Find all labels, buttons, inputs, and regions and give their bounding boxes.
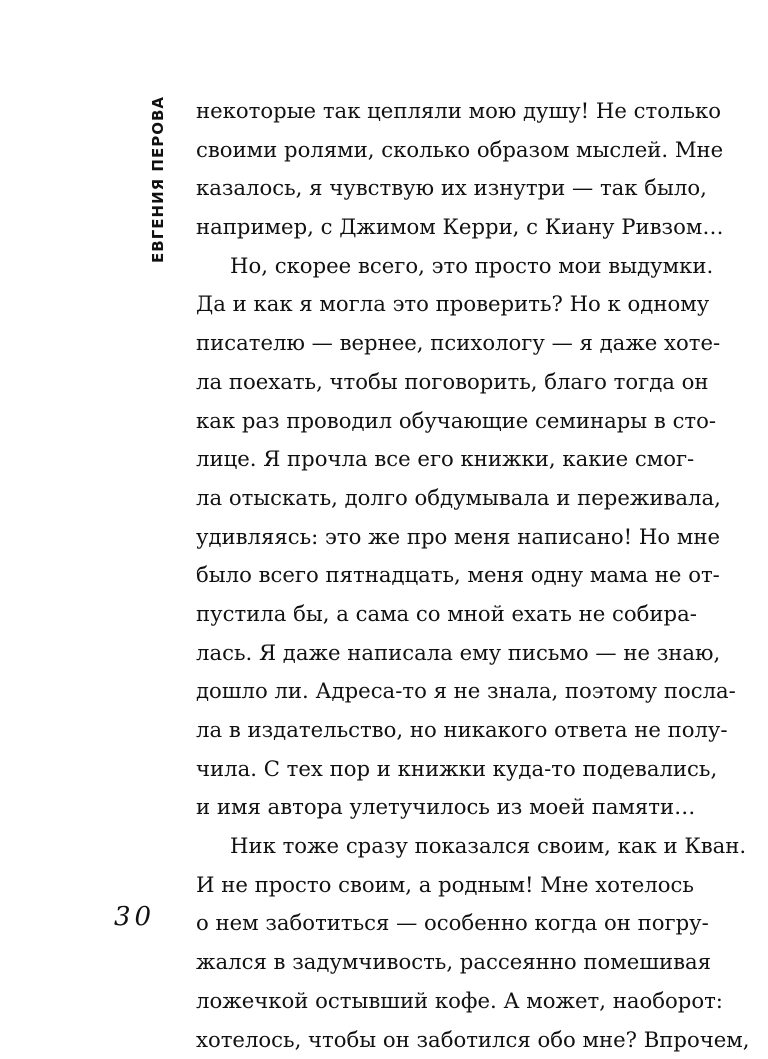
text-line: казалось, я чувствую их изнутри — так было, bbox=[196, 169, 682, 208]
text-line: удивляясь: это же про меня написано! Но мне bbox=[196, 518, 682, 557]
running-head-author: ЕВГЕНИЯ ПЕРОВА bbox=[149, 96, 167, 263]
text-line: чила. С тех пор и книжки куда-то подевались, bbox=[196, 750, 682, 789]
text-line: И не просто своим, а родным! Мне хотелось bbox=[196, 866, 682, 905]
text-line: и имя автора улетучилось из моей памяти… bbox=[196, 788, 682, 827]
text-line: как раз проводил обучающие семинары в сто- bbox=[196, 402, 682, 441]
text-line: ла в издательство, но никакого ответа не полу- bbox=[196, 711, 682, 750]
text-line: лась. Я даже написала ему письмо — не знаю, bbox=[196, 634, 682, 673]
text-line: писателю — вернее, психологу — я даже хоте- bbox=[196, 324, 682, 363]
text-line: пустила бы, а сама со мной ехать не собира- bbox=[196, 595, 682, 634]
text-line: Да и как я могла это проверить? Но к одному bbox=[196, 285, 682, 324]
text-line: ла поехать, чтобы поговорить, благо тогда он bbox=[196, 363, 682, 402]
text-line: о нем заботиться — особенно когда он погру- bbox=[196, 904, 682, 943]
page-number: 30 bbox=[114, 902, 155, 932]
body-text bbox=[196, 92, 682, 1059]
text-line: было всего пятнадцать, меня одну мама не от- bbox=[196, 556, 682, 595]
text-line: Но, скорее всего, это просто мои выдумки. bbox=[196, 247, 682, 286]
text-line: некоторые так цепляли мою душу! Не столько bbox=[196, 92, 682, 131]
text-line: дошло ли. Адреса-то я не знала, поэтому посла- bbox=[196, 672, 682, 711]
text-line: например, с Джимом Керри, с Киану Ривзом… bbox=[196, 208, 682, 247]
text-line: ложечкой остывший кофе. А может, наоборот: bbox=[196, 982, 682, 1021]
text-line: своими ролями, сколько образом мыслей. Мне bbox=[196, 131, 682, 170]
text-line: Ник тоже сразу показался своим, как и Кван. bbox=[196, 827, 682, 866]
text-line: лице. Я прочла все его книжки, какие смог- bbox=[196, 440, 682, 479]
text-line: хотелось, чтобы он заботился обо мне? Впрочем, bbox=[196, 1021, 682, 1059]
text-line: ла отыскать, долго обдумывала и переживала, bbox=[196, 479, 682, 518]
running-head bbox=[138, 96, 178, 276]
text-line: жался в задумчивость, рассеянно помешивая bbox=[196, 943, 682, 982]
